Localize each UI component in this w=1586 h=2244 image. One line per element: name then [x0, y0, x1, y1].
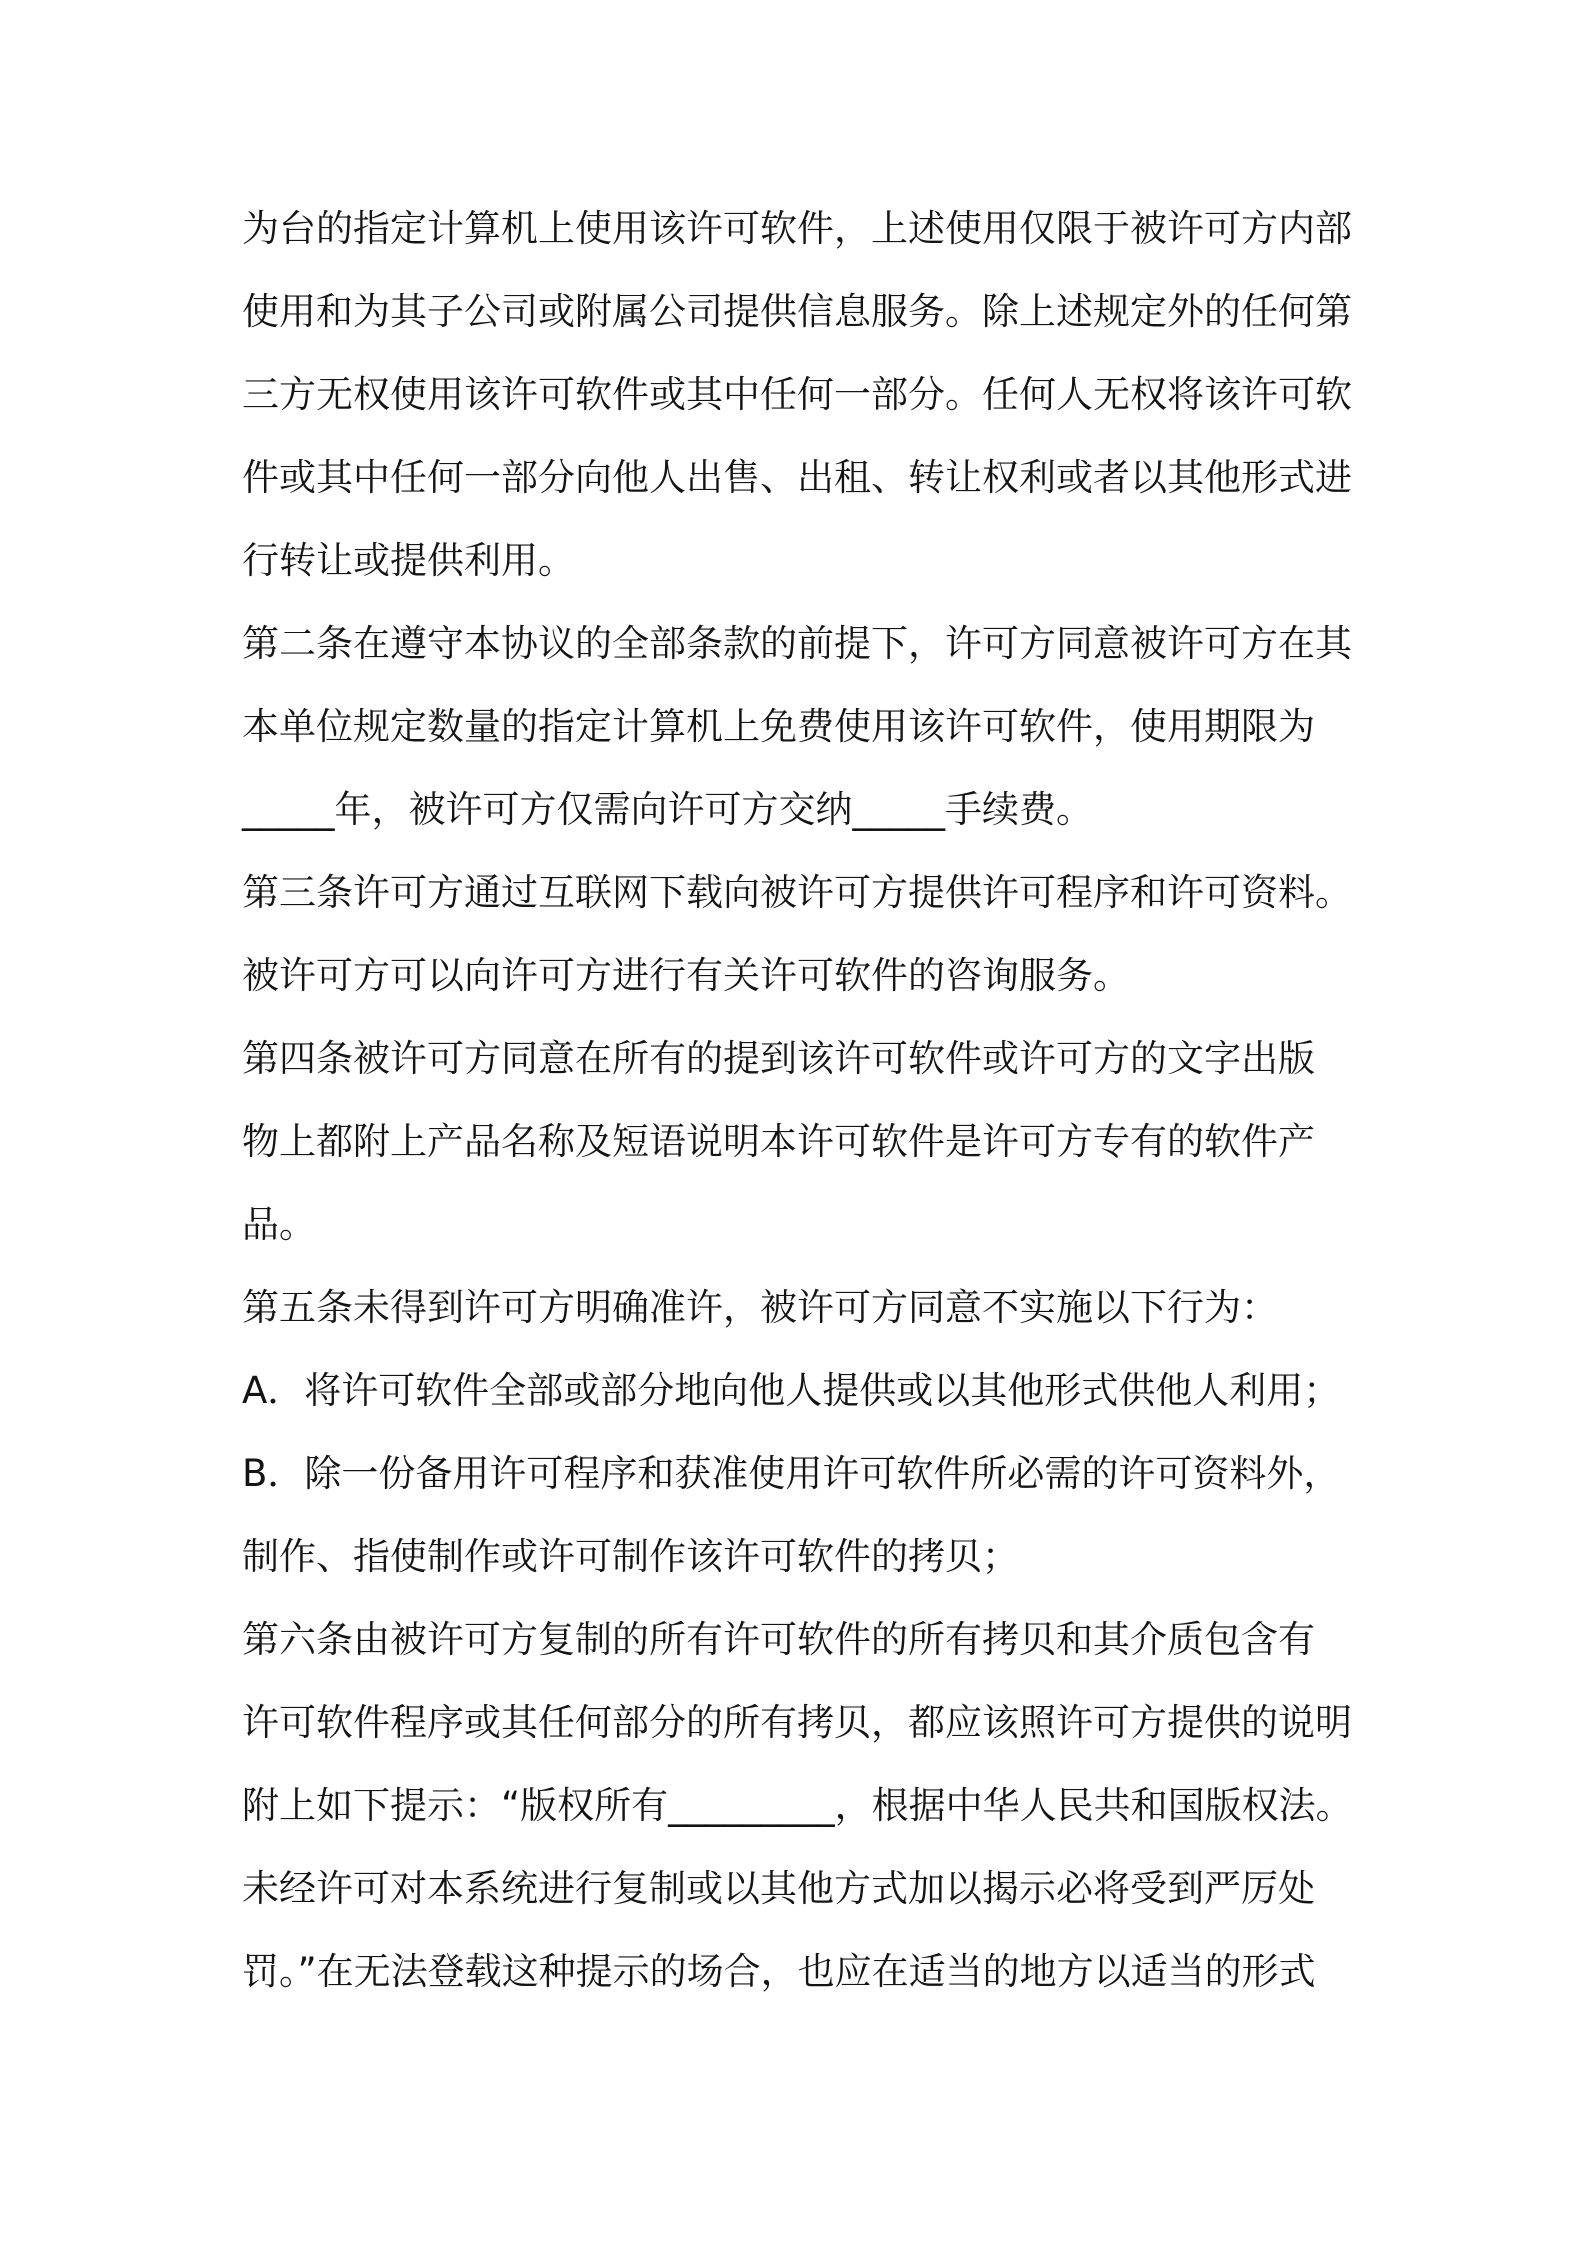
text-line: 第二条在遵守本协议的全部条款的前提下，许可方同意被许可方在其 [242, 622, 1352, 665]
text-line: 许可软件程序或其任何部分的所有拷贝，都应该照许可方提供的说明 [242, 1701, 1352, 1744]
text-line: B．除一份备用许可程序和获准使用许可软件所必需的许可资料外， [242, 1452, 1341, 1495]
text-line: 三方无权使用该许可软件或其中任何一部分。任何人无权将该许可软 [242, 373, 1352, 416]
text-line: 件或其中任何一部分向他人出售、出租、转让权利或者以其他形式进 [242, 456, 1352, 499]
text-line: _____年，被许可方仅需向许可方交纳_____手续费。 [242, 788, 1093, 831]
text-line: A．将许可软件全部或部分地向他人提供或以其他形式供他人利用； [242, 1369, 1341, 1412]
text-line: 第五条未得到许可方明确准许，被许可方同意不实施以下行为： [242, 1286, 1278, 1329]
text-line: 附上如下提示：“版权所有_________，根据中华人民共和国版权法。 [242, 1784, 1353, 1827]
text-line: 物上都附上产品名称及短语说明本许可软件是许可方专有的软件产 [242, 1120, 1315, 1163]
text-line: 制作、指使制作或许可制作该许可软件的拷贝； [242, 1535, 1019, 1578]
text-line: 罚。”在无法登载这种提示的场合，也应在适当的地方以适当的形式 [242, 1950, 1316, 1993]
text-line: 第四条被许可方同意在所有的提到该许可软件或许可方的文字出版 [242, 1037, 1315, 1080]
text-line: 本单位规定数量的指定计算机上免费使用该许可软件，使用期限为 [242, 705, 1315, 748]
text-line: 为台的指定计算机上使用该许可软件，上述使用仅限于被许可方内部 [242, 207, 1352, 250]
text-line: 品。 [242, 1203, 316, 1246]
text-line: 第三条许可方通过互联网下载向被许可方提供许可程序和许可资料。 [242, 871, 1352, 914]
text-line: 未经许可对本系统进行复制或以其他方式加以揭示必将受到严厉处 [242, 1867, 1315, 1910]
contract-text [242, 200, 1372, 2026]
text-line: 被许可方可以向许可方进行有关许可软件的咨询服务。 [242, 954, 1130, 997]
text-line: 行转让或提供利用。 [242, 539, 575, 582]
text-line: 使用和为其子公司或附属公司提供信息服务。除上述规定外的任何第 [242, 290, 1352, 333]
text-line: 第六条由被许可方复制的所有许可软件的所有拷贝和其介质包含有 [242, 1618, 1315, 1661]
